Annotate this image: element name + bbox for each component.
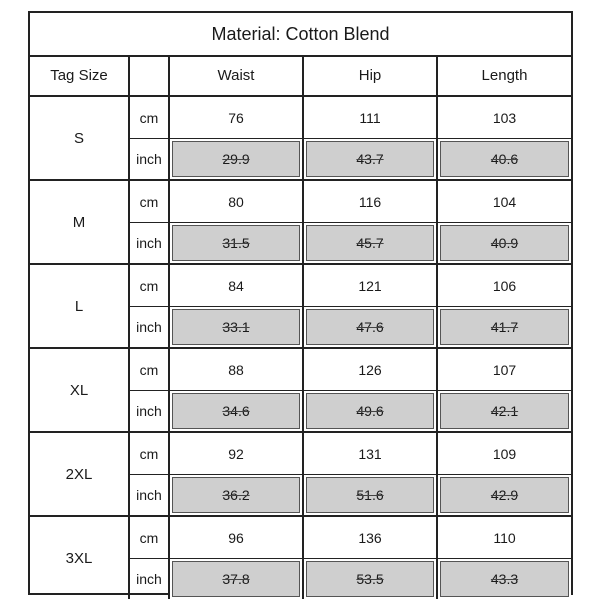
hip-inch-text: 51.6 [356, 487, 384, 503]
hip-inch-value [304, 390, 438, 431]
length-cm-text: 106 [492, 277, 517, 294]
waist-inch-value [170, 222, 304, 263]
length-inch-value [438, 138, 571, 179]
unit-inch: inch [130, 222, 170, 263]
waist-cm-value [170, 265, 304, 306]
waist-cm-text: 88 [228, 361, 244, 378]
hip-inch-value [304, 222, 438, 263]
length-cm-text: 107 [492, 361, 517, 378]
header-row [30, 55, 571, 97]
size-label: XL [30, 349, 130, 431]
length-cm-text: 109 [492, 445, 517, 462]
length-inch-value [438, 390, 571, 431]
unit-cm: cm [130, 517, 170, 558]
size-row [30, 181, 571, 265]
waist-inch-text: 36.2 [222, 487, 250, 503]
hip-cm-text: 116 [358, 193, 382, 210]
length-cm-value [438, 265, 571, 306]
unit-cm: cm [130, 181, 170, 222]
length-inch-text: 40.9 [490, 235, 519, 251]
length-cm-value [438, 181, 571, 222]
length-cm-text: 110 [493, 529, 516, 546]
waist-inch-value [170, 558, 304, 599]
length-inch-text: 43.3 [490, 571, 519, 587]
hip-inch-text: 43.7 [356, 151, 384, 167]
hip-cm-text: 131 [358, 445, 382, 462]
hip-cm-text: 126 [358, 361, 382, 378]
size-row [30, 349, 571, 433]
unit-cm: cm [130, 349, 170, 390]
header-hip: Hip [304, 55, 438, 95]
header-tag-size: Tag Size [30, 55, 130, 95]
waist-inch-text: 37.8 [222, 571, 250, 587]
length-inch-text: 42.1 [490, 403, 519, 419]
waist-inch-value [170, 390, 304, 431]
size-row [30, 517, 571, 599]
length-cm-value [438, 433, 571, 474]
hip-cm-text: 121 [358, 277, 382, 294]
hip-inch-text: 53.5 [356, 571, 384, 587]
unit-inch: inch [130, 558, 170, 599]
hip-inch-value [304, 138, 438, 179]
hip-cm-value [304, 349, 438, 390]
waist-cm-value [170, 181, 304, 222]
header-waist: Waist [170, 55, 304, 95]
hip-inch-text: 49.6 [356, 403, 384, 419]
hip-cm-value [304, 181, 438, 222]
unit-cm: cm [130, 97, 170, 138]
size-row [30, 265, 571, 349]
length-inch-value [438, 474, 571, 515]
waist-cm-text: 84 [228, 277, 244, 294]
length-cm-value [438, 517, 571, 558]
size-label: S [30, 97, 130, 179]
hip-cm-value [304, 97, 438, 138]
hip-inch-value [304, 474, 438, 515]
waist-inch-value [170, 306, 304, 347]
size-label: 2XL [30, 433, 130, 515]
unit-cm: cm [130, 433, 170, 474]
length-cm-text: 104 [492, 193, 517, 210]
hip-cm-text: 136 [358, 529, 382, 546]
length-inch-value [438, 222, 571, 263]
length-inch-text: 42.9 [490, 487, 519, 503]
hip-cm-text: 111 [359, 109, 381, 126]
unit-inch: inch [130, 138, 170, 179]
waist-inch-text: 33.1 [222, 319, 250, 335]
waist-inch-value [170, 474, 304, 515]
waist-cm-value [170, 433, 304, 474]
length-inch-text: 41.7 [490, 319, 519, 335]
length-cm-text: 103 [492, 109, 517, 126]
size-label: L [30, 265, 130, 347]
header-unit-blank [130, 55, 170, 95]
hip-cm-value [304, 433, 438, 474]
hip-cm-value [304, 265, 438, 306]
waist-cm-text: 96 [228, 529, 244, 546]
size-row [30, 433, 571, 517]
chart-title: Material: Cotton Blend [30, 13, 571, 57]
waist-inch-text: 29.9 [222, 151, 250, 167]
waist-inch-text: 31.5 [222, 235, 250, 251]
unit-inch: inch [130, 306, 170, 347]
length-cm-value [438, 349, 571, 390]
size-label: M [30, 181, 130, 263]
length-inch-text: 40.6 [490, 151, 519, 167]
hip-inch-value [304, 558, 438, 599]
hip-cm-value [304, 517, 438, 558]
length-inch-value [438, 306, 571, 347]
header-length: Length [481, 66, 528, 84]
hip-inch-text: 47.6 [356, 319, 384, 335]
size-chart-table [28, 11, 573, 595]
size-row [30, 97, 571, 181]
waist-cm-text: 80 [228, 193, 244, 210]
waist-cm-text: 92 [228, 445, 244, 462]
waist-inch-value [170, 138, 304, 179]
length-cm-value [438, 97, 571, 138]
waist-inch-text: 34.6 [222, 403, 250, 419]
length-inch-value [438, 558, 571, 599]
unit-cm: cm [130, 265, 170, 306]
hip-inch-value [304, 306, 438, 347]
waist-cm-value [170, 97, 304, 138]
unit-inch: inch [130, 474, 170, 515]
hip-inch-text: 45.7 [356, 235, 384, 251]
waist-cm-value [170, 517, 304, 558]
waist-cm-value [170, 349, 304, 390]
unit-inch: inch [130, 390, 170, 431]
waist-cm-text: 76 [228, 109, 244, 126]
size-label: 3XL [30, 517, 130, 599]
